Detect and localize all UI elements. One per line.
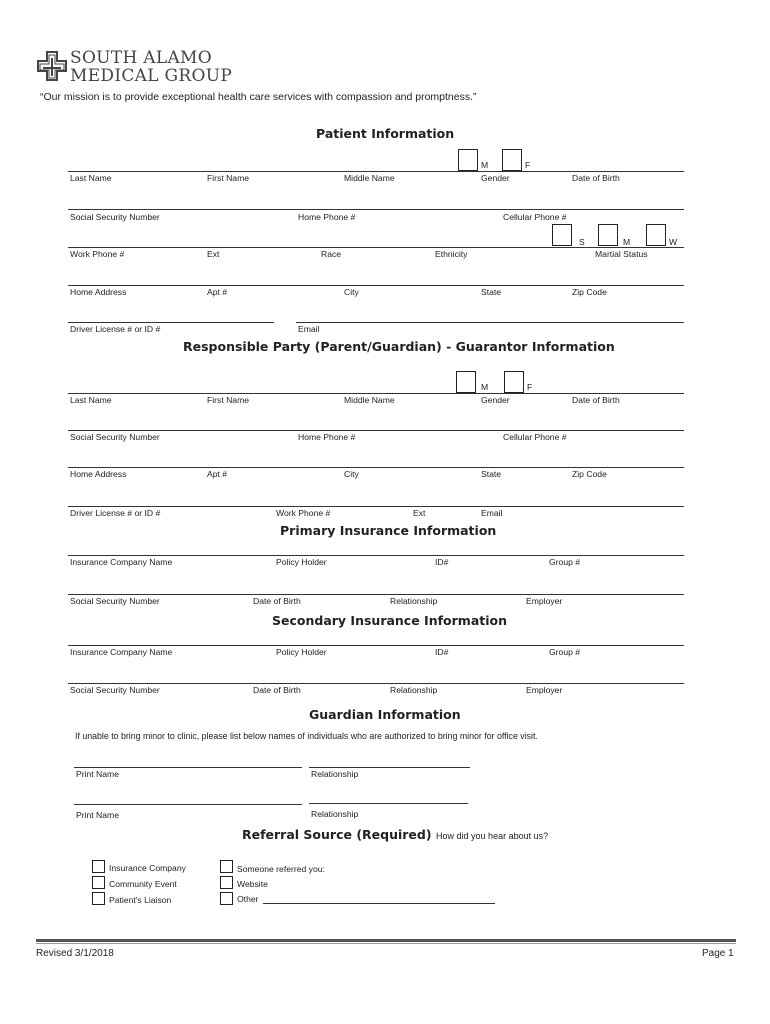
label-ssn: Social Security Number [70, 212, 160, 222]
label-gender: Gender [481, 173, 510, 183]
guarantor-row4-line[interactable] [68, 506, 684, 507]
mission-statement: “Our mission is to provide exceptional health care services with compassion and promptness.” [40, 91, 477, 103]
logo-line-1: SOUTH ALAMO [70, 48, 212, 68]
guarantor-row3-line[interactable] [68, 467, 684, 468]
referral-label-website: Website [237, 879, 268, 889]
secondary-label-employer: Employer [526, 685, 563, 695]
marital-w-label: W [669, 237, 678, 247]
guardian2-name-line[interactable] [74, 804, 302, 805]
guarantor-label-dob: Date of Birth [572, 395, 620, 405]
primary-label-policy-holder: Policy Holder [276, 557, 327, 567]
referral-insurance-company-checkbox[interactable] [92, 860, 105, 873]
guarantor-gender-m-checkbox[interactable] [456, 371, 476, 393]
guarantor-label-first-name: First Name [207, 395, 250, 405]
patient-row1-line[interactable] [68, 171, 684, 172]
primary-label-employer: Employer [526, 596, 563, 606]
guardian-section-title: Guardian Information [309, 707, 461, 722]
label-marital-status: Martial Status [595, 249, 648, 259]
guarantor-label-last-name: Last Name [70, 395, 112, 405]
footer-rule-thin [36, 943, 736, 944]
label-ethnicity: Ethnicity [435, 249, 468, 259]
label-ext: Ext [207, 249, 220, 259]
referral-patients-liaison-checkbox[interactable] [92, 892, 105, 905]
marital-s-label: S [579, 237, 585, 247]
secondary-label-relationship: Relationship [390, 685, 438, 695]
patient-email-line[interactable] [296, 322, 684, 323]
guarantor-label-ssn: Social Security Number [70, 432, 160, 442]
guarantor-gender-m-label: M [481, 382, 489, 392]
primary-label-dob: Date of Birth [253, 596, 301, 606]
secondary-row2-line[interactable] [68, 683, 684, 684]
logo-cross-icon [36, 50, 68, 86]
primary-label-id: ID# [435, 557, 449, 567]
referral-community-event-checkbox[interactable] [92, 876, 105, 889]
logo [36, 48, 236, 88]
revised-date: Revised 3/1/2018 [36, 948, 114, 959]
label-last-name: Last Name [70, 173, 112, 183]
secondary-insurance-title: Secondary Insurance Information [272, 613, 507, 628]
guardian1-name-line[interactable] [74, 767, 302, 768]
referral-section-title: Referral Source (Required) [242, 827, 432, 842]
guardian1-label-print-name: Print Name [76, 769, 119, 779]
primary-label-group: Group # [549, 557, 581, 567]
label-zip-code: Zip Code [572, 287, 607, 297]
guarantor-section-title: Responsible Party (Parent/Guardian) - Guarantor Information [183, 339, 615, 354]
primary-row2-line[interactable] [68, 594, 684, 595]
secondary-row1-line[interactable] [68, 645, 684, 646]
label-home-address: Home Address [70, 287, 127, 297]
primary-label-company: Insurance Company Name [70, 557, 173, 567]
marital-m-label: M [623, 237, 631, 247]
secondary-label-ssn: Social Security Number [70, 685, 160, 695]
page-number: Page 1 [702, 948, 734, 959]
guarantor-gender-f-checkbox[interactable] [504, 371, 524, 393]
referral-label-insurance-company: Insurance Company [109, 863, 186, 873]
referral-website-checkbox[interactable] [220, 876, 233, 889]
marital-w-checkbox[interactable] [646, 224, 666, 246]
patient-license-line[interactable] [68, 322, 274, 323]
patient-row4-line[interactable] [68, 285, 684, 286]
referral-other-line[interactable] [263, 903, 495, 904]
secondary-label-group: Group # [549, 647, 581, 657]
guardian2-label-relationship: Relationship [311, 809, 359, 819]
label-home-phone: Home Phone # [298, 212, 356, 222]
primary-label-relationship: Relationship [390, 596, 438, 606]
primary-row1-line[interactable] [68, 555, 684, 556]
secondary-label-policy-holder: Policy Holder [276, 647, 327, 657]
referral-question: How did you hear about us? [436, 831, 549, 841]
guarantor-label-state: State [481, 469, 502, 479]
referral-someone-referred-checkbox[interactable] [220, 860, 233, 873]
primary-insurance-title: Primary Insurance Information [280, 523, 497, 538]
referral-heading [242, 826, 548, 844]
label-first-name: First Name [207, 173, 250, 183]
marital-s-checkbox[interactable] [552, 224, 572, 246]
referral-label-someone-referred: Someone referred you: [237, 864, 325, 874]
secondary-label-dob: Date of Birth [253, 685, 301, 695]
primary-label-ssn: Social Security Number [70, 596, 160, 606]
label-date-of-birth: Date of Birth [572, 173, 620, 183]
gender-f-label: F [525, 160, 531, 170]
referral-label-patients-liaison: Patient's Liaison [109, 895, 172, 905]
guarantor-label-apt: Apt # [207, 469, 228, 479]
label-cell-phone: Cellular Phone # [503, 212, 567, 222]
logo-line-2: MEDICAL GROUP [70, 66, 233, 86]
patient-row2-line[interactable] [68, 209, 684, 210]
label-driver-license: Driver License # or ID # [70, 324, 161, 334]
label-city: City [344, 287, 359, 297]
guarantor-label-home-phone: Home Phone # [298, 432, 356, 442]
guarantor-row2-line[interactable] [68, 430, 684, 431]
secondary-label-company: Insurance Company Name [70, 647, 173, 657]
label-email: Email [298, 324, 320, 334]
secondary-label-id: ID# [435, 647, 449, 657]
guarantor-gender-f-label: F [527, 382, 533, 392]
marital-m-checkbox[interactable] [598, 224, 618, 246]
gender-f-checkbox[interactable] [502, 149, 522, 171]
patient-row3-line[interactable] [68, 247, 684, 248]
gender-m-label: M [481, 160, 489, 170]
guarantor-label-gender: Gender [481, 395, 510, 405]
guardian2-relationship-line[interactable] [309, 803, 468, 804]
guarantor-label-home-address: Home Address [70, 469, 127, 479]
guarantor-row1-line[interactable] [68, 393, 684, 394]
guardian-note: If unable to bring minor to clinic, please list below names of individuals who are authorized to bring minor for office visit. [75, 731, 538, 741]
guarantor-label-zip: Zip Code [572, 469, 607, 479]
referral-other-checkbox[interactable] [220, 892, 233, 905]
label-race: Race [321, 249, 342, 259]
gender-m-checkbox[interactable] [458, 149, 478, 171]
guarantor-label-cell-phone: Cellular Phone # [503, 432, 567, 442]
referral-label-other: Other [237, 894, 259, 904]
guardian1-relationship-line[interactable] [309, 767, 470, 768]
label-state: State [481, 287, 502, 297]
guardian2-label-print-name: Print Name [76, 810, 119, 820]
guarantor-label-ext: Ext [413, 508, 426, 518]
guardian1-label-relationship: Relationship [311, 769, 359, 779]
footer-rule [36, 939, 736, 942]
label-work-phone: Work Phone # [70, 249, 125, 259]
guarantor-label-city: City [344, 469, 359, 479]
guarantor-label-work-phone: Work Phone # [276, 508, 331, 518]
guarantor-label-email: Email [481, 508, 503, 518]
guarantor-label-middle-name: Middle Name [344, 395, 395, 405]
patient-section-title: Patient Information [316, 126, 455, 141]
guarantor-label-license: Driver License # or ID # [70, 508, 161, 518]
referral-label-community-event: Community Event [109, 879, 177, 889]
label-apt: Apt # [207, 287, 228, 297]
label-middle-name: Middle Name [344, 173, 395, 183]
